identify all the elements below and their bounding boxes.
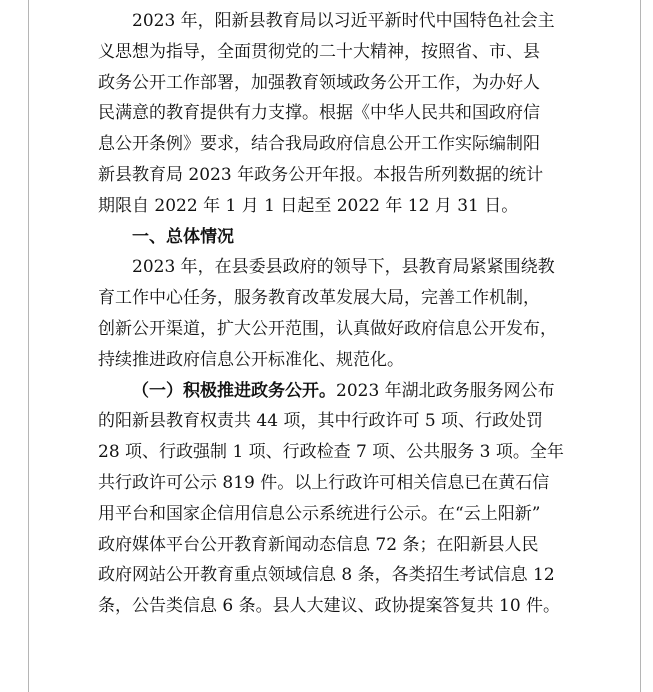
page-border-left — [28, 0, 29, 692]
text-line: 创新公开渠道，扩大公开范围，认真做好政府信息公开发布， — [98, 318, 557, 339]
text-line: 28 项、行政强制 1 项、行政检查 7 项、公共服务 3 项。全年 — [98, 442, 564, 463]
text-line: 息公开条例》要求，结合我局政府信息公开工作实际编制阳 — [98, 134, 540, 155]
subsection-lead: （一）积极推进政务公开。 — [132, 380, 336, 401]
section-heading: 一、总体情况 — [132, 226, 234, 247]
text-line: 2023 年，阳新县教育局以习近平新时代中国特色社会主 — [132, 11, 555, 31]
text-line: 条，公告类信息 6 条。县人大建议、政协提案答复共 10 件。 — [98, 596, 561, 617]
text-line: 持续推进政府信息公开标准化、规范化。 — [98, 349, 404, 370]
text-line: 义思想为指导，全面贯彻党的二十大精神，按照省、市、县 — [98, 41, 540, 62]
intro-paragraph — [98, 6, 555, 222]
text-fragment: 2023 年湖北政务服务网公布 — [336, 380, 555, 401]
text-line: 育工作中心任务，服务教育改革发展大局，完善工作机制， — [98, 288, 540, 309]
page-border-right — [640, 0, 641, 692]
text-line: 的阳新县教育权责共 44 项，其中行政许可 5 项、行政处罚 — [98, 411, 544, 432]
text-line — [98, 376, 555, 407]
text-line: 新县教育局 2023 年政务公开年报。本报告所列数据的统计 — [98, 164, 544, 185]
subsection-paragraph — [98, 376, 564, 622]
text-line: 政府网站公开教育重点领域信息 8 条，各类招生考试信息 12 — [98, 565, 555, 586]
document-page — [98, 6, 564, 622]
overview-paragraph — [98, 252, 557, 375]
text-line: 用平台和国家企信用信息公示系统进行公示。在“云上阳新” — [98, 503, 541, 524]
text-line: 政务公开工作部署，加强教育领域政务公开工作，为办好人 — [98, 72, 540, 93]
text-line: 期限自 2022 年 1 月 1 日起至 2022 年 12 月 31 日。 — [98, 195, 519, 216]
text-line: 共行政许可公示 819 件。以上行政许可相关信息已在黄石信 — [98, 472, 550, 493]
text-line: 2023 年，在县委县政府的领导下，县教育局紧紧围绕教 — [132, 257, 555, 278]
text-line: 政府媒体平台公开教育新闻动态信息 72 条；在阳新县人民 — [98, 534, 539, 555]
text-line: 民满意的教育提供有力支撑。根据《中华人民共和国政府信 — [98, 103, 540, 124]
